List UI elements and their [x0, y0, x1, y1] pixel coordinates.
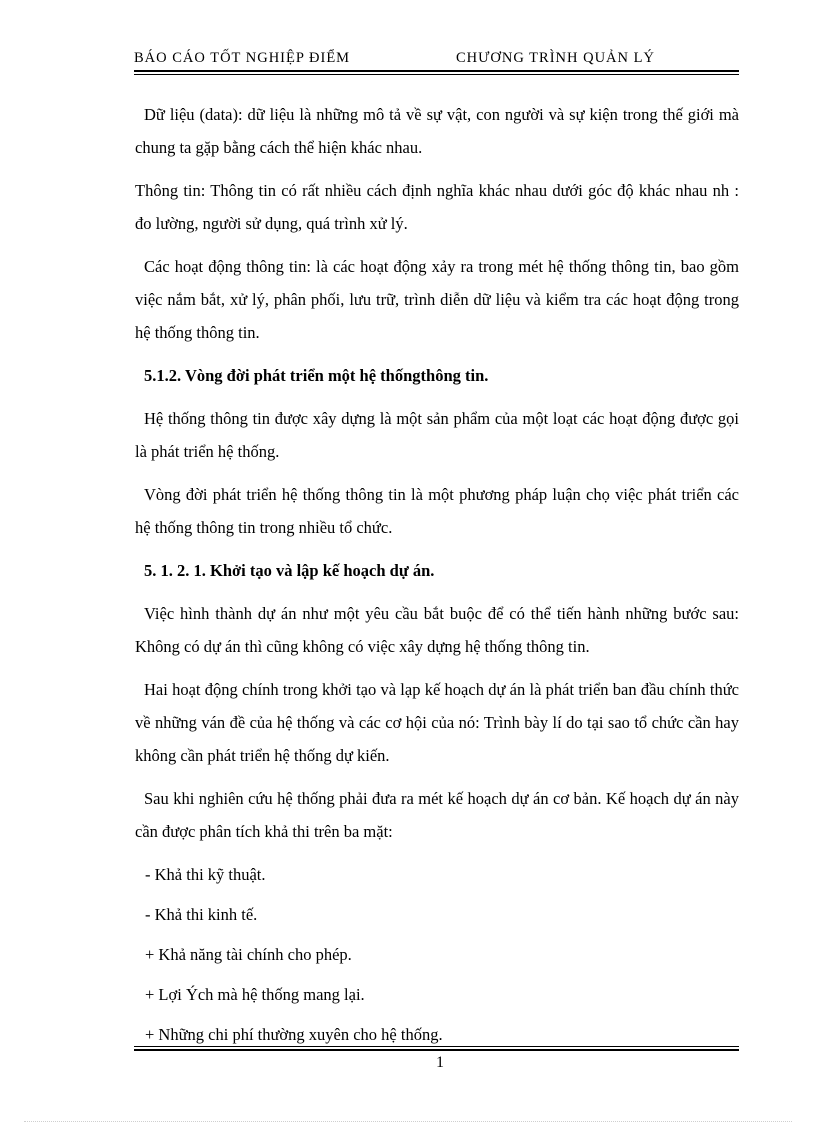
page-number: 1: [436, 1054, 444, 1071]
paragraph-feasibility: Sau khi nghiên cứu hệ thống phải đưa ra mét kế hoạch dự án cơ bản. Kế hoạch dự án này cần được phân tích khả thi trên ba mặt:: [135, 789, 739, 841]
paragraph-main-activities: Hai hoạt động chính trong khởi tạo và lạp kế hoạch dự án là phát triển ban đầu chính thức về những ván đề của hệ thống và các cơ hội của nó: Trình bày lí do tại sao tổ chức cần hay không cần phát triển hệ thống dự kiến.: [135, 680, 739, 765]
list-item-financial: + Khả năng tài chính cho phép.: [145, 945, 352, 964]
list-item-technical: - Khả thi kỹ thuật.: [145, 865, 266, 884]
list-item-benefits: + Lợi Ých mà hệ thống mang lại.: [145, 985, 365, 1004]
footer-rule-thin: [134, 1046, 739, 1047]
paragraph-lifecycle: Vòng đời phát triển hệ thống thông tin là một phương pháp luận chọ việc phát triển các hệ thống thông tin trong nhiều tổ chức.: [135, 485, 739, 537]
list-item-recurring-costs: + Những chi phí thường xuyên cho hệ thống.: [145, 1025, 443, 1044]
paragraph-data-definition: Dữ liệu (data): dữ liệu là những mô tả về sự vật, con người và sự kiện trong thế giới mà chung ta gặp bằng cách thể hiện khác nhau.: [135, 105, 739, 157]
section-heading-5-1-2: 5.1.2. Vòng đời phát triển một hệ thốngthông tin.: [144, 366, 489, 385]
list-item-economic: - Khả thi kinh tế.: [145, 905, 258, 924]
paragraph-information-definition: Thông tin: Thông tin có rất nhiều cách định nghĩa khác nhau dưới góc độ khác nhau nh : đo lường, người sử dụng, quá trình xử lý.: [135, 181, 739, 233]
footer-rule-thick: [134, 1049, 739, 1051]
section-heading-5-1-2-1: 5. 1. 2. 1. Khởi tạo và lập kế hoạch dự án.: [144, 561, 435, 580]
document-body: [135, 98, 739, 1058]
header-right-title: CHƯƠNG TRÌNH QUẢN LÝ: [456, 50, 655, 66]
header-rule-thin: [134, 74, 739, 75]
paragraph-project-formation: Việc hình thành dự án như một yêu cầu bắt buộc để có thể tiến hành những bước sau: Không có dự án thì cũng không có việc xây dựng hệ thống thông tin.: [135, 604, 739, 656]
header-rule-thick: [134, 70, 739, 72]
paragraph-system-built: Hệ thống thông tin được xây dựng là một sản phẩm của một loạt các hoạt động được gọi là phát triển hệ thống.: [135, 409, 739, 461]
paragraph-information-activities: Các hoạt động thông tin: là các hoạt động xảy ra trong mét hệ thống thông tin, bao gồm việc nắm bắt, xử lý, phân phối, lưu trữ, trình diễn dữ liệu và kiểm tra các hoạt động trong hệ thống thông tin.: [135, 257, 739, 342]
page-bottom-edge: [24, 1121, 792, 1122]
header-left-title: BÁO CÁO TỐT NGHIỆP ĐIỂM: [134, 50, 351, 66]
